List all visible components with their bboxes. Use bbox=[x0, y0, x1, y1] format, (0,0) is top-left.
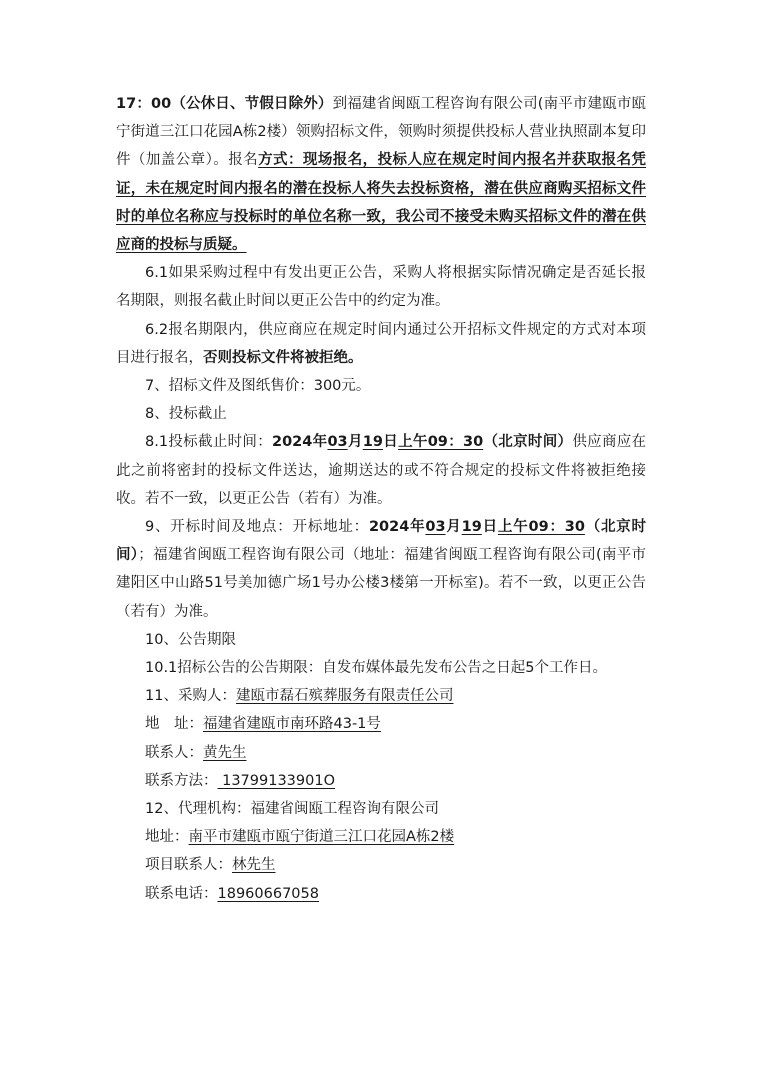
clause-7: 7、招标文件及图纸售价：300元。 bbox=[145, 378, 371, 395]
opening-month: 03 bbox=[425, 519, 446, 536]
clause-9-label: 9、开标时间及地点：开标地址： bbox=[145, 519, 369, 536]
clause-10: 10、公告期限 bbox=[145, 631, 236, 648]
buyer-address: 福建省建瓯市南环路43-1号 bbox=[203, 716, 381, 733]
clause-10-1: 10.1招标公告的公告期限：自发布媒体最先发布公告之日起5个工作日。 bbox=[145, 660, 608, 677]
clause-9-rest: ；福建省闽瓯工程咨询有限公司（地址：福建省闽瓯工程咨询有限公司(南平市建阳区中山路51号美加德广场1号办公楼3楼第一开标室)。若不一致，以更正公告（若有）为准。 bbox=[116, 547, 647, 620]
buyer-contact-label: 联系人： bbox=[145, 744, 203, 761]
deadline-day-suffix: 日 bbox=[382, 434, 399, 451]
clause-8: 8、投标截止 bbox=[145, 406, 227, 423]
buyer-contact-row bbox=[116, 739, 646, 767]
buyer-name: 建瓯市磊石殡葬服务有限责任公司 bbox=[235, 688, 454, 705]
buyer-address-label: 地 址： bbox=[145, 716, 203, 733]
opening-day-suffix: 日 bbox=[481, 519, 498, 536]
buyer-phone: 13799133901O bbox=[217, 772, 336, 789]
opening-time: 09：30 bbox=[528, 519, 585, 536]
deadline-month-suffix: 月 bbox=[347, 434, 363, 451]
buyer-contact: 黄先生 bbox=[203, 744, 247, 761]
registration-text: 到福建省闽瓯工程咨询有限公司(南平市建瓯市瓯宁街道三江口花园A栋2楼）领购招标文件，领购时须提供投标人营业执照副本复印件（加盖公章）。报名 bbox=[116, 96, 647, 169]
time-note: 17：00（公休日、节假日除外） bbox=[116, 96, 333, 112]
agent-address-label: 地址： bbox=[145, 829, 189, 846]
paragraph-registration bbox=[116, 90, 646, 259]
clause-8-1-rest: 供应商应在此之前将密封的投标文件送达，逾期送达的或不符合规定的投标文件将被拒绝接收。若不一致，以更正公告（若有）为准。 bbox=[116, 434, 647, 507]
agent-contact-row bbox=[116, 851, 646, 879]
buyer-label: 11、采购人： bbox=[145, 688, 236, 705]
opening-day: 19 bbox=[461, 519, 482, 536]
clause-6-2 bbox=[116, 316, 646, 372]
deadline-year: 2024年 bbox=[272, 434, 328, 451]
opening-month-suffix: 月 bbox=[445, 519, 462, 536]
buyer-phone-label: 联系方法： bbox=[145, 772, 218, 789]
registration-method: 方式：现场报名，投标人应在规定时间内报名并获取报名凭证，未在规定时间内报名的潜在投标人将失去投标资格，潜在供应商购买招标文件时的单位名称应与投标时的单位名称一致，我公司不接受未购买招标文件的潜在供应商的投标与质疑。 bbox=[116, 152, 646, 254]
buyer-address-row bbox=[116, 710, 646, 738]
document-page bbox=[116, 90, 646, 908]
clause-6-1: 6.1如果采购过程中有发出更正公告，采购人将根据实际情况确定是否延长报名期限，则报名截止时间以更正公告中的约定为准。 bbox=[116, 265, 646, 310]
agent-phone-row bbox=[116, 880, 646, 908]
deadline-time: 09：30 bbox=[427, 434, 484, 451]
opening-timezone: （北京时间） bbox=[116, 519, 647, 564]
deadline-timezone: （北京时间） bbox=[483, 434, 573, 451]
agent-phone-label: 联系电话： bbox=[145, 885, 218, 902]
opening-ampm: 上午 bbox=[497, 519, 529, 536]
clause-8-1-label: 8.1投标截止时间： bbox=[145, 434, 272, 451]
clause-6-2-warning: 否则投标文件将被拒绝。 bbox=[203, 349, 363, 366]
agent-phone: 18960667058 bbox=[217, 885, 319, 902]
opening-year: 2024年 bbox=[368, 519, 426, 536]
clause-9 bbox=[116, 513, 646, 626]
agent-address: 南平市建瓯市瓯宁街道三江口花园A栋2楼 bbox=[188, 829, 455, 846]
agent-contact-label: 项目联系人： bbox=[145, 857, 232, 874]
agent-contact: 林先生 bbox=[232, 857, 276, 874]
deadline-day: 19 bbox=[362, 434, 383, 451]
agent-row: 12、代理机构：福建省闽瓯工程咨询有限公司 bbox=[145, 801, 439, 818]
clause-8-1 bbox=[116, 428, 646, 513]
clause-6-2-text: 6.2报名期限内，供应商应在规定时间内通过公开招标文件规定的方式对本项目进行报名， bbox=[116, 321, 646, 366]
deadline-ampm: 上午 bbox=[398, 434, 428, 451]
agent-address-row bbox=[116, 823, 646, 851]
deadline-month: 03 bbox=[327, 434, 348, 451]
buyer-phone-row bbox=[116, 767, 646, 795]
buyer-row bbox=[116, 682, 646, 710]
